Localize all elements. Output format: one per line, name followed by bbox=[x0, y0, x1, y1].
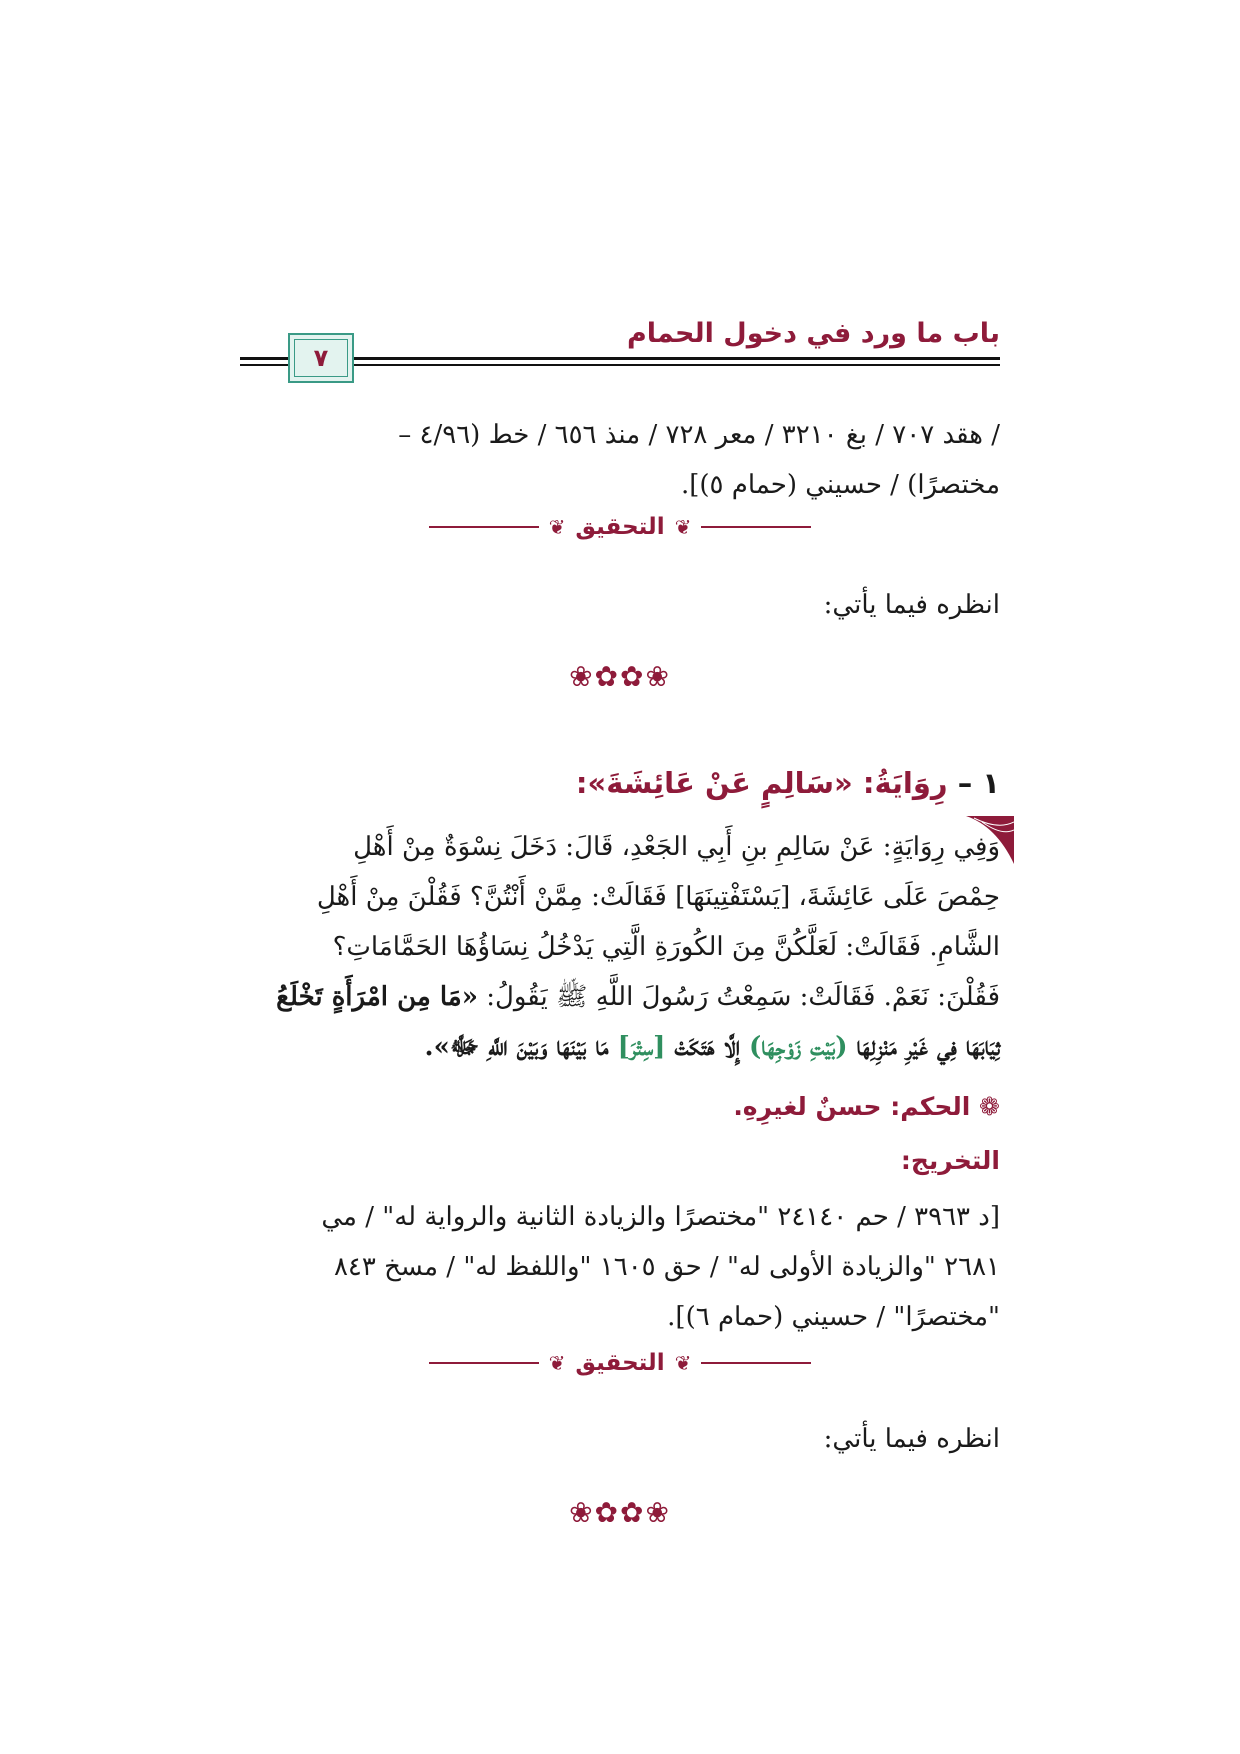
page-number-frame bbox=[288, 333, 354, 383]
takhrij-line: ٢٦٨١ "والزيادة الأولى له" / حق ١٦٠٥ "واللفظ له" / مسخ ٨٤٣ bbox=[333, 1252, 1000, 1282]
flower-icon: ❁ bbox=[979, 1092, 1000, 1121]
tahqiq-divider bbox=[0, 1350, 1240, 1376]
see-below-text: انظره فيما يأتي: bbox=[823, 590, 1000, 620]
divider-ornament-icon: ❦ bbox=[674, 515, 692, 539]
prophetic-saying: مَا بَيْنَهَا وَبَيْنَ اللَّهِ ﷻ». bbox=[424, 1032, 618, 1062]
see-below-note bbox=[240, 580, 1000, 630]
tahqiq-divider bbox=[0, 514, 1240, 540]
text-line: مختصرًا) / حسيني (حمام ٥)]. bbox=[680, 470, 1000, 500]
prophetic-saying: إِلَّا هَتَكَتْ bbox=[665, 1032, 749, 1062]
takhrij-label: التخريج: bbox=[900, 1146, 1000, 1175]
see-below-note bbox=[240, 1414, 1000, 1464]
chapter-title: باب ما ورد في دخول الحمام bbox=[627, 318, 1000, 349]
divider-line bbox=[429, 526, 539, 528]
hadith-title: رِوَايَةُ: «سَالِمٍ عَنْ عَائِشَةَ»: bbox=[575, 766, 948, 800]
prophetic-saying: «مَا مِن امْرَأَةٍ تَخْلَعُ bbox=[276, 982, 478, 1012]
ruling bbox=[733, 1092, 1000, 1121]
divider-line bbox=[701, 526, 811, 528]
hadith-text bbox=[240, 822, 1000, 1072]
tahqiq-label: التحقيق bbox=[575, 1350, 665, 1376]
hadith-number: ١ – bbox=[957, 766, 1000, 800]
divider-line bbox=[701, 1362, 811, 1364]
text-line: / هقد ٧٠٧ / بغ ٣٢١٠ / معر ٧٢٨ / منذ ٦٥٦ / خط (٤/٩٦ – bbox=[398, 420, 1000, 450]
section-end-ornament: ❀✿✿❀ bbox=[569, 660, 671, 693]
hadith-line bbox=[240, 972, 1000, 1022]
header-rule-thin bbox=[240, 364, 1000, 366]
variant-reading: [سِتْرَ] bbox=[617, 1032, 666, 1062]
hadith-line bbox=[240, 872, 1000, 922]
takhrij-line: "مختصرًا" / حسيني (حمام ٦)]. bbox=[667, 1302, 1000, 1332]
takhrij-text bbox=[240, 1192, 1000, 1342]
ruling-label: الحكم: bbox=[890, 1092, 971, 1121]
variant-reading: (بَيْتِ زَوْجِهَا) bbox=[749, 1032, 848, 1062]
hadith-line-text: فَقُلْنَ: نَعَمْ. فَقَالَتْ: سَمِعْتُ رَسُولَ اللَّهِ ﷺ يَقُولُ: bbox=[477, 982, 1000, 1012]
hadith-line bbox=[240, 1022, 1000, 1072]
ruling-value: حسنٌ لغيرِهِ. bbox=[733, 1092, 882, 1121]
previous-takhrij bbox=[240, 410, 1000, 510]
see-below-text: انظره فيما يأتي: bbox=[823, 1424, 1000, 1454]
prophetic-saying: ثِيَابَهَا فِي غَيْرِ مَنْزِلِهَا bbox=[847, 1032, 1000, 1062]
hadith-heading bbox=[576, 766, 1000, 800]
divider-line bbox=[429, 1362, 539, 1364]
header-rule bbox=[240, 357, 1000, 360]
divider-ornament-icon: ❦ bbox=[548, 1351, 566, 1375]
page-number: ٧ bbox=[313, 344, 329, 372]
divider-ornament-icon: ❦ bbox=[548, 515, 566, 539]
tahqiq-label: التحقيق bbox=[575, 514, 665, 540]
hadith-line: وَفِي رِوَايَةٍ: عَنْ سَالِمِ بنِ أَبِي الجَعْدِ، قَالَ: دَخَلَ نِسْوَةٌ مِنْ أَهْلِ bbox=[353, 832, 1000, 862]
hadith-line: الشَّامِ. فَقَالَتْ: لَعَلَّكُنَّ مِنَ الكُورَةِ الَّتِي يَدْخُلُ نِسَاؤُهَا الحَمَّامَاتِ؟ bbox=[332, 932, 1000, 962]
divider-ornament-icon: ❦ bbox=[674, 1351, 692, 1375]
section-end-ornament: ❀✿✿❀ bbox=[569, 1496, 671, 1529]
takhrij-line: [د ٣٩٦٣ / حم ٢٤١٤٠ "مختصرًا والزيادة الثانية والرواية له" / مي bbox=[321, 1202, 1000, 1232]
hadith-line-text: حِمْصَ عَلَى عَائِشَةَ، [يَسْتَفْتِينَهَا] فَقَالَتْ: مِمَّنْ أَنْتُنَّ؟ فَقُلْنَ مِنْ أَهْلِ bbox=[316, 882, 1000, 912]
